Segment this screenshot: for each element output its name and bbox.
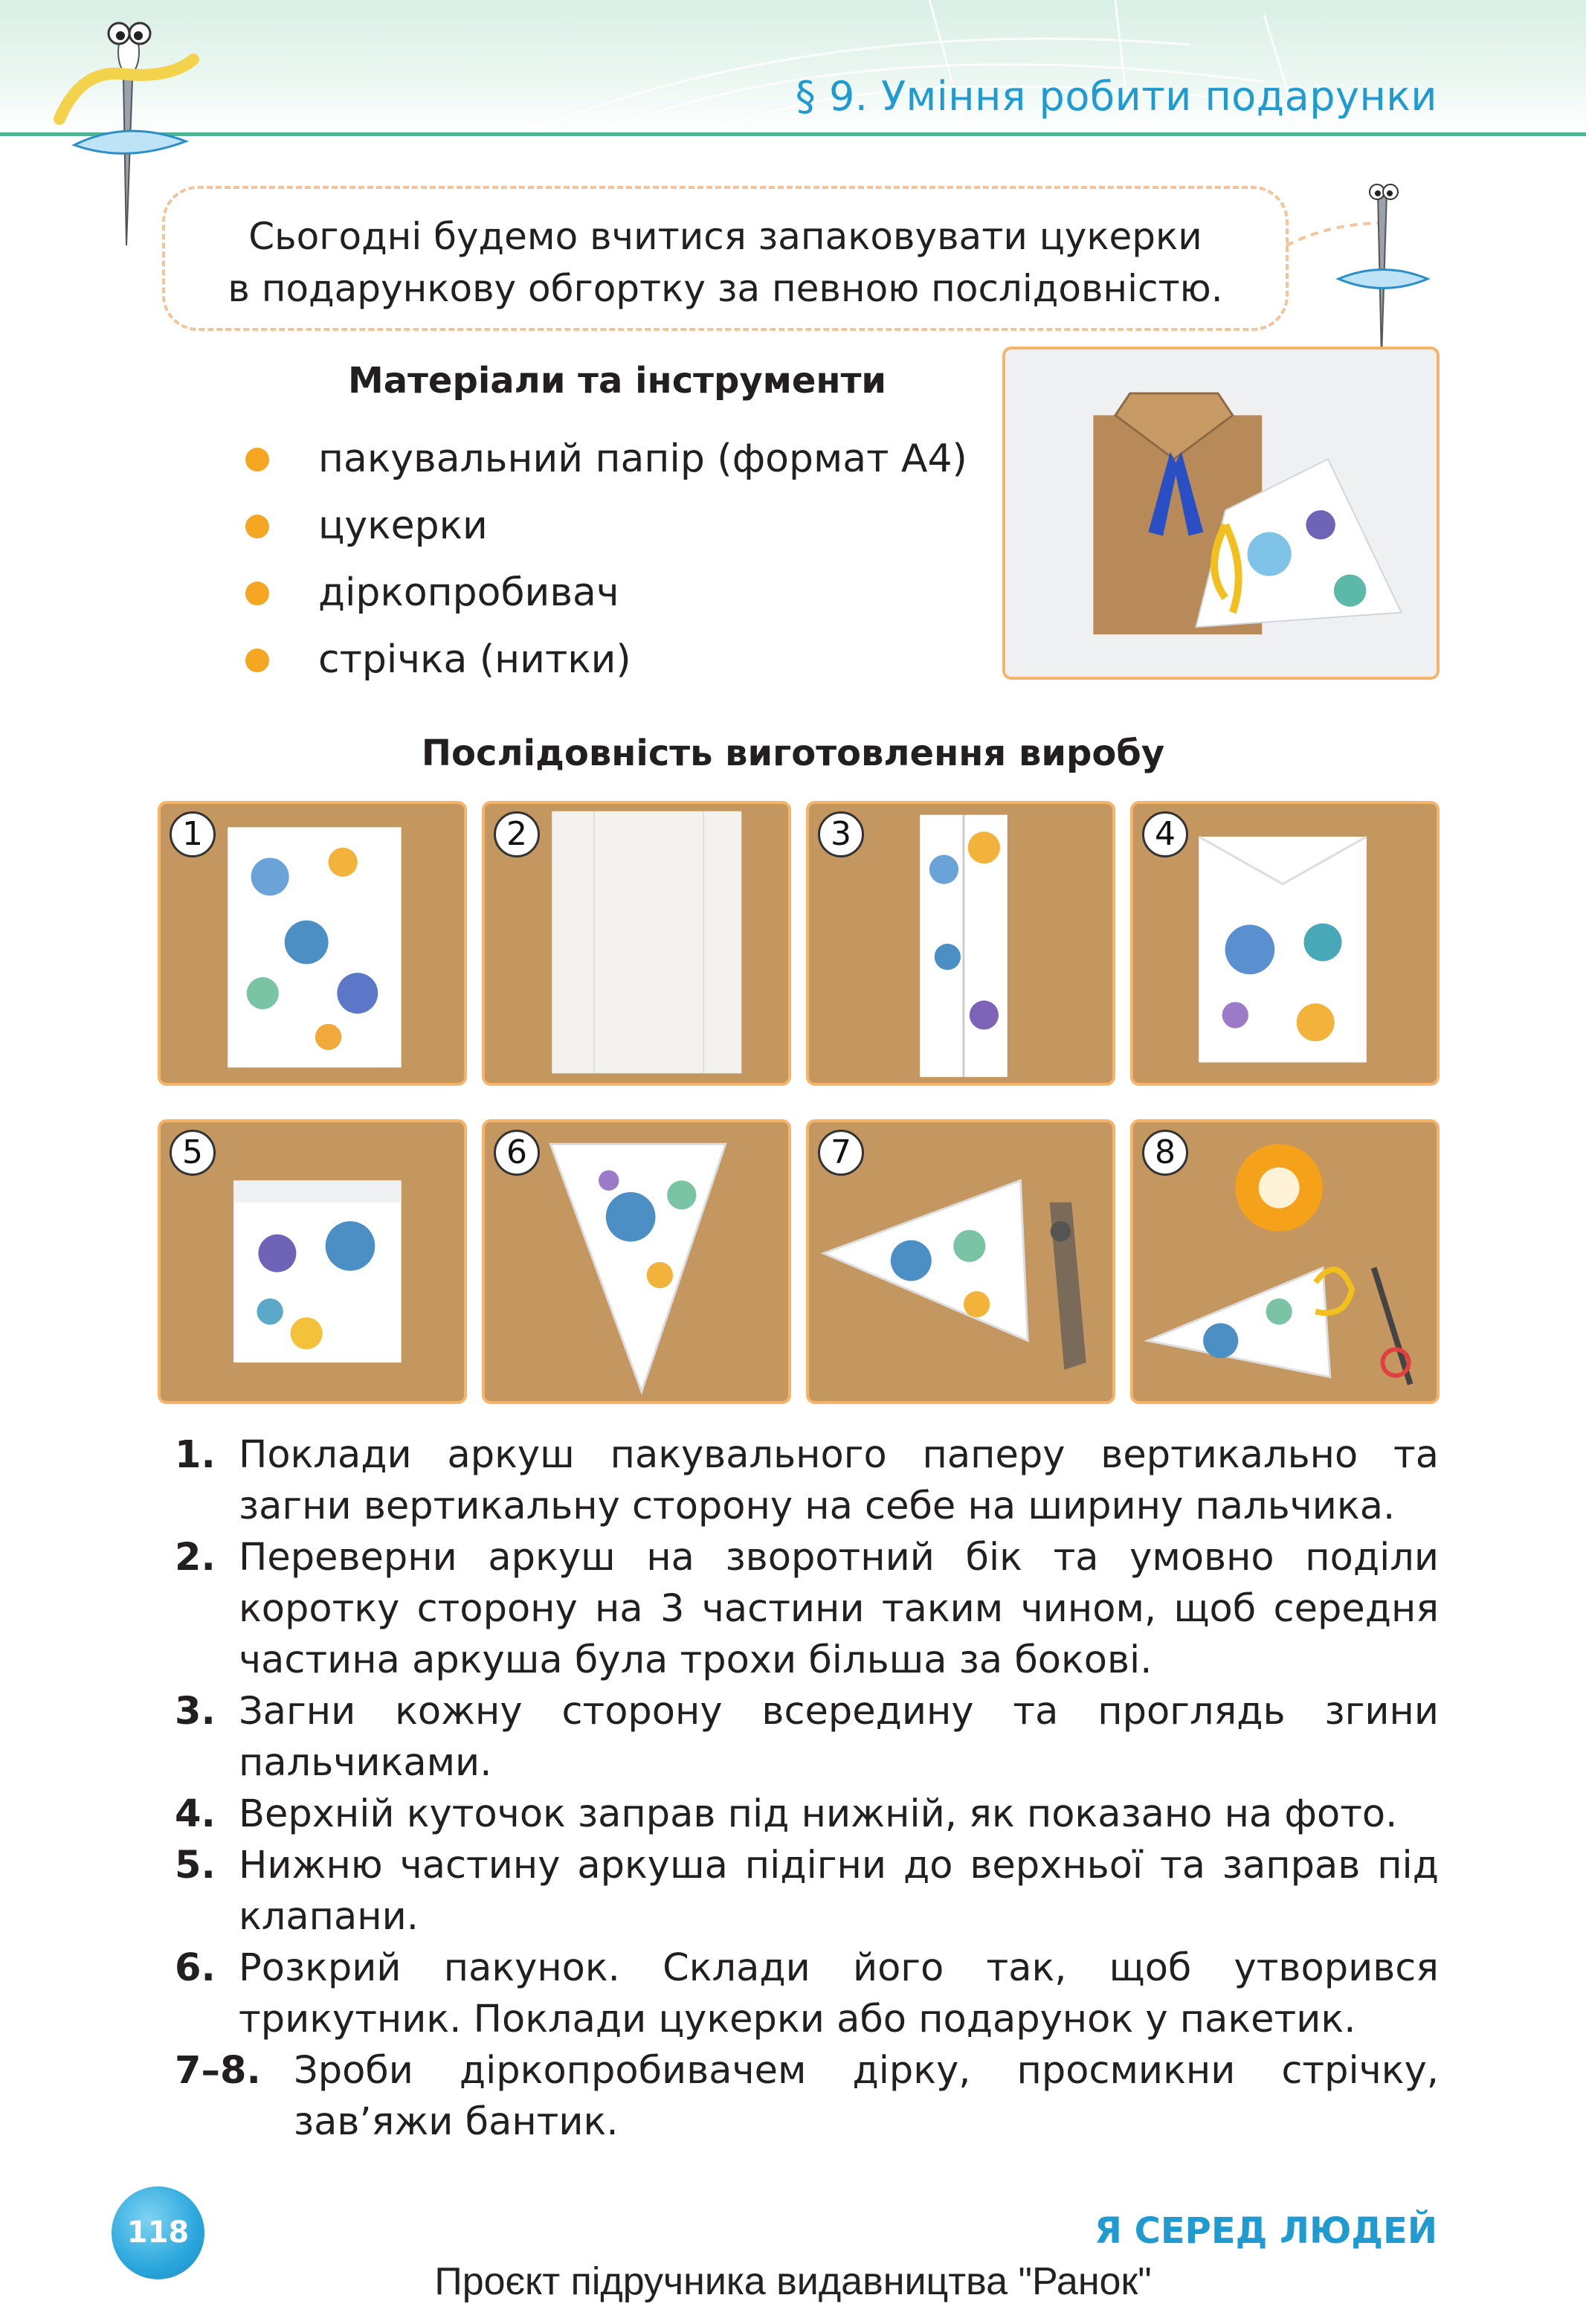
step-photo-1 xyxy=(158,801,467,1086)
step-photo-8 xyxy=(1130,1119,1440,1404)
step-number-badge: 3 xyxy=(818,811,864,857)
bullet-icon xyxy=(245,515,269,538)
intro-line-1: Сьогодні будемо вчитися запаковувати цукерки xyxy=(248,215,1202,258)
instruction-step: 3. Загни кожну сторону всередину та проглядь згини пальчиками. xyxy=(175,1690,1439,1785)
instruction-step: 7–8. Зроби діркопробивачем дірку, просмикни стрічку, зав’яжи бантик. xyxy=(175,2049,1439,2144)
instruction-step: 5. Нижню частину аркуша підігни до верхньої та заправ під клапани. xyxy=(175,1844,1439,1939)
step-number-badge: 1 xyxy=(170,811,216,857)
bullet-icon xyxy=(245,448,269,471)
materials-title: Матеріали та інструменти xyxy=(347,360,887,402)
step-photo-3 xyxy=(806,801,1115,1086)
step-number-badge: 8 xyxy=(1142,1130,1188,1176)
step-photo-7 xyxy=(806,1119,1115,1404)
materials-item: стрічка (нитки) xyxy=(236,626,967,693)
header-rule xyxy=(0,132,1586,136)
step-number-badge: 2 xyxy=(494,811,540,857)
instruction-step: 4. Верхній куточок заправ під нижній, як показано на фото. xyxy=(175,1792,1398,1836)
step-photo-2 xyxy=(482,801,791,1086)
small-needle-mascot-icon xyxy=(1286,178,1450,364)
materials-item: пакувальний папір (формат А4) xyxy=(236,425,967,492)
page-number-badge: 118 xyxy=(112,2186,204,2279)
instruction-step: 2. Переверни аркуш на зворотний бік та умовно поділи короткy сторону на 3 частини таким чином, щоб середня частина аркуша була трохи більша за бокові. xyxy=(175,1536,1439,1682)
materials-item: цукерки xyxy=(236,492,967,559)
materials-item: діркопробивач xyxy=(236,559,967,626)
step-photo-6 xyxy=(482,1119,791,1404)
step-number-badge: 5 xyxy=(170,1130,216,1176)
instructions-list xyxy=(175,1429,1439,2148)
bullet-icon xyxy=(245,648,269,672)
step-number-badge: 7 xyxy=(818,1130,864,1176)
step-number-badge: 4 xyxy=(1142,811,1188,857)
intro-line-2: в подарункову обгортку за певною послідовністю. xyxy=(228,267,1223,310)
chapter-name: Я СЕРЕД ЛЮДЕЙ xyxy=(1094,2210,1437,2252)
step-number-badge: 6 xyxy=(494,1130,540,1176)
materials-list xyxy=(236,425,967,693)
bullet-icon xyxy=(245,582,269,605)
step-photo-4 xyxy=(1130,801,1440,1086)
step-photo-5 xyxy=(158,1119,467,1404)
intro-text xyxy=(162,210,1289,315)
publisher-line: Проєкт підручника видавництва "Ранок" xyxy=(434,2260,1152,2303)
sequence-title: Послідовність виготовлення виробу xyxy=(421,733,1165,774)
section-title: § 9. Уміння робити подарунки xyxy=(795,73,1437,120)
instruction-step: 1. Поклади аркуш пакувального паперу вертикально та загни вертикальну сторону на себе на ширину пальчика. xyxy=(175,1433,1439,1528)
finished-gift-photo xyxy=(1002,347,1440,680)
instruction-step: 6. Розкрий пакунок. Склади його так, щоб утворився трикутник. Поклади цукерки або подарунок у пакетик. xyxy=(175,1946,1439,2041)
